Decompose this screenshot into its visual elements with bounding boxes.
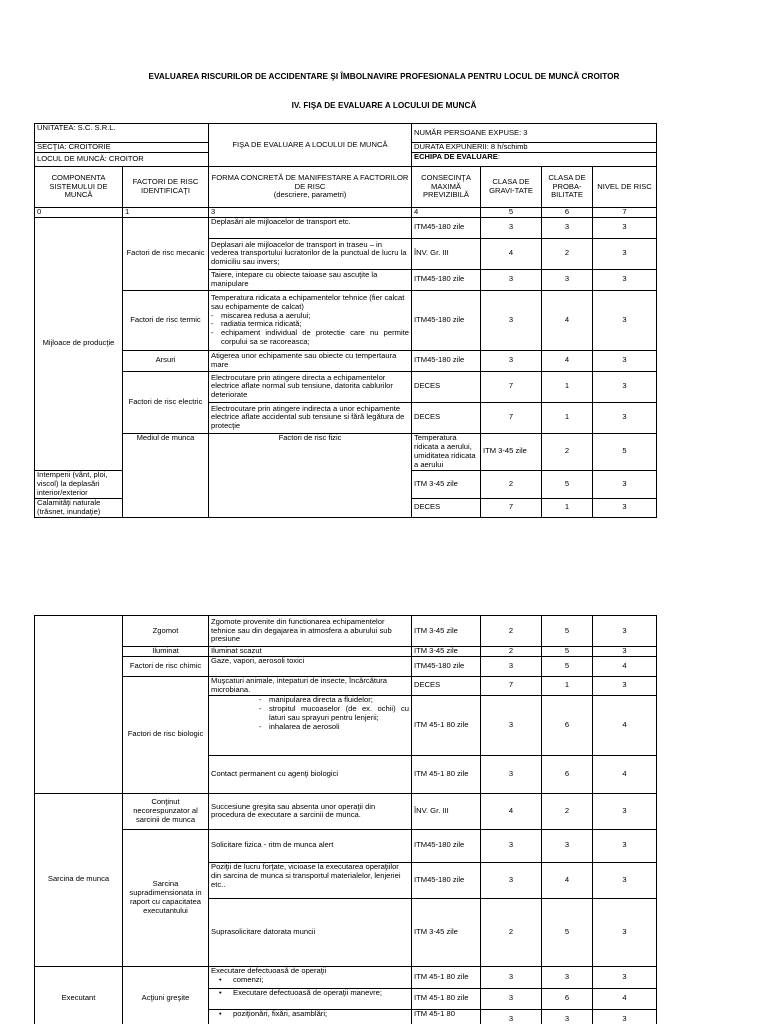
probabilitate-value: 3 xyxy=(542,269,593,290)
col-componenta: COMPONENTA SISTEMULUI DE MUNCĂ xyxy=(35,167,123,208)
risk-description: Muşcaturi animale, intepaturi de insecte, încărcătura microbiana. xyxy=(209,676,412,695)
list-item-text: stropitul mucoaselor (de ex. ochii) cu laturi sau sprayuri pentru lenjerii; xyxy=(269,703,409,722)
col-num-7: 7 xyxy=(593,208,657,218)
table-row xyxy=(35,616,657,647)
col-num-0: 0 xyxy=(35,208,123,218)
nivel-value: 4 xyxy=(593,988,657,1009)
col-forma-sub: (descriere, parametri) xyxy=(273,190,347,200)
col-num-5: 5 xyxy=(481,208,542,218)
probabilitate-value: 4 xyxy=(542,862,593,898)
risk-table-2 xyxy=(34,615,657,1024)
table-row xyxy=(35,217,657,238)
sectia-cell: SECŢIA: CROITORIE xyxy=(35,143,209,153)
risk-description: Deplasări ale mijloacelor de transport etc. xyxy=(209,217,412,238)
col-num-3: 3 xyxy=(209,208,412,218)
consecinta-value: ITM45-180 zile xyxy=(412,862,481,898)
nivel-value: 3 xyxy=(593,350,657,371)
probabilitate-value: 3 xyxy=(542,217,593,238)
risk-list xyxy=(211,976,409,985)
table-row xyxy=(35,350,657,371)
consecinta-value: DECES xyxy=(412,676,481,695)
componenta-sarcina: Sarcina de munca xyxy=(35,793,123,966)
nivel-value: 3 xyxy=(593,402,657,433)
fisa-title-cell: FIŞA DE EVALUARE A LOCULUI DE MUNCĂ xyxy=(209,124,412,167)
col-forma xyxy=(209,167,412,208)
componenta-mediu: Mediul de munca xyxy=(123,433,209,517)
dash-bullet: - xyxy=(259,721,262,731)
nivel-value: 3 xyxy=(593,238,657,269)
nivel-value: 3 xyxy=(593,898,657,966)
consecinta-value: ITM 3-45 zile xyxy=(412,647,481,657)
gravitate-value: 3 xyxy=(481,350,542,371)
list-item: - miscarea redusa a aerului; xyxy=(211,312,409,321)
risk-description xyxy=(209,988,412,1009)
list-item xyxy=(259,723,409,732)
consecinta-value: ITM45-180 zile xyxy=(412,829,481,862)
risk-description-text: Temperatura ridicata a echipamentelor tehnice (fier calcat sau echipamente de calcat) xyxy=(211,292,405,311)
nivel-value: 3 xyxy=(593,371,657,402)
factor-electric: Factori de risc electric xyxy=(123,371,209,433)
consecinta-value: DECES xyxy=(412,498,481,517)
factor-termic: Factori de risc termic xyxy=(123,290,209,350)
risk-description: Intemperii (vânt, ploi, viscol) la deplasări interior/exterior xyxy=(35,470,123,498)
probabilitate-value: 3 xyxy=(542,1009,593,1024)
probabilitate-value: 5 xyxy=(542,647,593,657)
list-item: • Executare defectuoasă de operaţii manevre; xyxy=(211,989,409,998)
nivel-value: 3 xyxy=(593,676,657,695)
nivel-value: 4 xyxy=(593,755,657,793)
table-row xyxy=(35,966,657,988)
gravitate-value: 2 xyxy=(481,616,542,647)
nivel-value: 3 xyxy=(593,470,657,498)
consecinta-value: ITM 3-45 zile xyxy=(412,470,481,498)
list-item-text: manipularea directa a fluidelor; xyxy=(269,695,373,704)
table-row xyxy=(35,647,657,657)
gravitate-value: 4 xyxy=(481,793,542,829)
risk-description: Iluminat scazut xyxy=(209,647,412,657)
table-row xyxy=(35,676,657,695)
consecinta-value: ÎNV. Gr. III xyxy=(412,793,481,829)
nivel-value: 3 xyxy=(593,616,657,647)
consecinta-value: ITM 3-45 zile xyxy=(412,616,481,647)
componenta-mijloace: Mijloace de producţie xyxy=(35,217,123,470)
consecinta-value: ITM45-180 zile xyxy=(412,656,481,676)
col-num-1: 1 xyxy=(123,208,209,218)
consecinta-value: DECES xyxy=(412,402,481,433)
componenta-executant: Executant xyxy=(35,966,123,1024)
probabilitate-value: 6 xyxy=(542,988,593,1009)
probabilitate-value: 4 xyxy=(542,350,593,371)
risk-list xyxy=(211,1010,409,1019)
dash-bullet: - xyxy=(259,695,262,704)
probabilitate-value: 2 xyxy=(542,793,593,829)
locul-de-munca-cell: LOCUL DE MUNCĂ: CROITOR xyxy=(35,153,209,167)
col-forma-title: FORMA CONCRETĂ DE MANIFESTARE A FACTORILOR DE RISC xyxy=(211,172,409,191)
consecinta-value: ITM45-180 zile xyxy=(412,269,481,290)
gravitate-value: 3 xyxy=(481,829,542,862)
list-item: - radiatia termica ridicată; xyxy=(211,320,409,329)
probabilitate-value: 5 xyxy=(593,433,657,470)
col-factori: FACTORI DE RISC IDENTIFICAŢI xyxy=(123,167,209,208)
probabilitate-value: 6 xyxy=(542,755,593,793)
nivel-value: 3 xyxy=(593,498,657,517)
echipa-evaluare-colon: : xyxy=(497,152,500,161)
probabilitate-value: 3 xyxy=(542,829,593,862)
col-num-4: 4 xyxy=(412,208,481,218)
gravitate-value: 2 xyxy=(481,647,542,657)
risk-description: Electrocutare prin atingere indirecta a unor echipamente electrice aflate accidental sub tensiune si fără legătura de protecţie xyxy=(209,402,412,433)
nivel-value: 3 xyxy=(593,1009,657,1024)
risk-description: Succesiune greşita sau absenta unor operaţii din procedura de executare a sarcinii de munca. xyxy=(209,793,412,829)
list-item: - echipament individual de protectie care nu permite corpului sa se racoreasca; xyxy=(211,329,409,347)
risk-description xyxy=(209,1009,412,1024)
col-consecinta: CONSECINŢA MAXIMĂ PREVIZIBILĂ xyxy=(412,167,481,208)
consecinta-value: ITM 45-1 80 zile xyxy=(412,966,481,988)
probabilitate-value: 5 xyxy=(542,470,593,498)
factor-zgomot: Zgomot xyxy=(123,616,209,647)
document-title: EVALUAREA RISCURILOR DE ACCIDENTARE ŞI ÎMBOLNAVIRE PROFESIONALA PENTRU LOCUL DE MUNCĂ CROITOR xyxy=(148,72,620,81)
persoane-expuse-cell: NUMĂR PERSOANE EXPUSE: 3 xyxy=(412,124,657,143)
risk-description: Temperatura ridicata a aerului, umiditatea ridicata a aerului xyxy=(412,433,481,470)
gravitate-value: 3 xyxy=(481,269,542,290)
table-row xyxy=(35,829,657,862)
document-subtitle: IV. FIŞA DE EVALUARE A LOCULUI DE MUNCĂ xyxy=(291,101,477,110)
factor-chimic: Factori de risc chimic xyxy=(123,656,209,676)
consecinta-value: ITM 45-1 80 zile xyxy=(412,755,481,793)
probabilitate-value: 1 xyxy=(542,498,593,517)
risk-description: Solicitare fizica - ritm de munca alert xyxy=(209,829,412,862)
risk-list xyxy=(211,696,409,732)
gravitate-value: 3 xyxy=(481,656,542,676)
risk-description xyxy=(209,966,412,988)
risk-description: Atigerea unor echipamente sau obiecte cu tempertaura mare xyxy=(209,350,412,371)
gravitate-value: 4 xyxy=(481,238,542,269)
gravitate-value: 7 xyxy=(481,676,542,695)
risk-description: Gaze, vapori, aerosoli toxici xyxy=(209,656,412,676)
risk-list xyxy=(211,312,409,348)
list-item xyxy=(259,705,409,723)
nivel-value: 3 xyxy=(593,862,657,898)
echipa-evaluare-label: ECHIPA DE EVALUARE xyxy=(414,152,498,161)
table-row xyxy=(35,371,657,402)
list-item-text: inhalarea de aerosoli xyxy=(269,721,340,731)
gravitate-value: 3 xyxy=(481,755,542,793)
dash-bullet: - xyxy=(259,703,262,713)
risk-description: Suprasolicitare datorata muncii xyxy=(209,898,412,966)
risk-description: Poziţii de lucru forţate, vicioase la executarea operaţiilor din sarcina de munca si transportul materialelor, lenjeriei etc.. xyxy=(209,862,412,898)
probabilitate-value: 5 xyxy=(542,616,593,647)
nivel-value: 3 xyxy=(593,217,657,238)
probabilitate-value: 4 xyxy=(542,290,593,350)
probabilitate-value: 2 xyxy=(542,238,593,269)
risk-description xyxy=(209,695,412,755)
gravitate-value: 3 xyxy=(481,966,542,988)
consecinta-value: ITM45-180 zile xyxy=(412,217,481,238)
table-row xyxy=(35,656,657,676)
consecinta-value: DECES xyxy=(412,371,481,402)
risk-description: Deplasari ale mijloacelor de transport in traseu – in vederea transportului lucratorilor de la punctual de lucru la domiciliu sau invers; xyxy=(209,238,412,269)
gravitate-value: 3 xyxy=(481,217,542,238)
echipa-evaluare-cell xyxy=(412,153,657,167)
risk-description: Electrocutare prin atingere directa a echipamentelor electrice aflate normal sub tensiune, datorita cablurilor deteriorate xyxy=(209,371,412,402)
probabilitate-value: 3 xyxy=(542,966,593,988)
consecinta-value: ITM 45-1 80 zile xyxy=(412,695,481,755)
factor-continut: Conţinut necorespunzator al sarcinii de munca xyxy=(123,793,209,829)
nivel-value: 3 xyxy=(593,269,657,290)
consecinta-value: ITM 45-1 80 xyxy=(412,1009,481,1024)
consecinta-value: ITM 3-45 zile xyxy=(481,433,542,470)
consecinta-value: ITM45-180 zile xyxy=(412,290,481,350)
consecinta-value: ITM45-180 zile xyxy=(412,350,481,371)
nivel-value: 3 xyxy=(593,829,657,862)
probabilitate-value: 6 xyxy=(542,695,593,755)
factor-iluminat: Iluminat xyxy=(123,647,209,657)
list-item: • comenzi; xyxy=(211,976,409,985)
risk-description-text: Executare defectuoasă de operaţii xyxy=(211,966,327,975)
table-row xyxy=(35,793,657,829)
probabilitate-value: 1 xyxy=(542,676,593,695)
risk-description xyxy=(209,290,412,350)
consecinta-value: ÎNV. Gr. III xyxy=(412,238,481,269)
list-item: • poziţionări, fixări, asamblări; xyxy=(211,1010,409,1019)
gravitate-value: 7 xyxy=(481,371,542,402)
unitatea-cell: UNITATEA: S.C. S.R.L. xyxy=(35,124,209,143)
probabilitate-value: 5 xyxy=(542,898,593,966)
risk-table-1 xyxy=(34,123,657,518)
col-gravitate: CLASA DE GRAVI-TATE xyxy=(481,167,542,208)
nivel-value: 4 xyxy=(593,695,657,755)
table-row xyxy=(35,433,657,470)
probabilitate-value: 1 xyxy=(542,371,593,402)
nivel-value: 4 xyxy=(593,656,657,676)
probabilitate-value: 1 xyxy=(542,402,593,433)
risk-description: Calamităţi naturale (trăsnet, inundaţie) xyxy=(35,498,123,517)
factor-arsuri: Arsuri xyxy=(123,350,209,371)
nivel-value: 3 xyxy=(593,290,657,350)
gravitate-value: 3 xyxy=(481,695,542,755)
gravitate-value: 3 xyxy=(481,290,542,350)
durata-expunerii-cell: DURATA EXPUNERII: 8 h/schimb xyxy=(412,143,657,153)
consecinta-value: ITM 3-45 zile xyxy=(412,898,481,966)
table-row xyxy=(35,290,657,350)
risk-list xyxy=(211,989,409,998)
risk-description: Taiere, intepare cu obiecte taioase sau ascuţite la manipulare xyxy=(209,269,412,290)
consecinta-value: ITM 45-1 80 zile xyxy=(412,988,481,1009)
componenta-empty xyxy=(35,616,123,794)
nivel-value: 3 xyxy=(593,647,657,657)
factor-actiuni: Acţiuni greşite xyxy=(123,966,209,1024)
factor-fizic: Factori de risc fizic xyxy=(209,433,412,517)
risk-description: Zgomote provenite din functionarea echipamentelor tehnice sau din degajarea in atmosfera a aburului sub presiune xyxy=(209,616,412,647)
gravitate-value: 2 xyxy=(481,470,542,498)
factor-mecanic: Factori de risc mecanic xyxy=(123,217,209,290)
gravitate-value: 7 xyxy=(481,402,542,433)
gravitate-value: 3 xyxy=(481,1009,542,1024)
gravitate-value: 2 xyxy=(542,433,593,470)
col-nivel: NIVEL DE RISC xyxy=(593,167,657,208)
factor-sarcina: Sarcina supradimensionata in raport cu capacitatea executantului xyxy=(123,829,209,966)
gravitate-value: 3 xyxy=(481,988,542,1009)
factor-biologic: Factori de risc biologic xyxy=(123,676,209,793)
nivel-value: 3 xyxy=(593,966,657,988)
gravitate-value: 7 xyxy=(481,498,542,517)
probabilitate-value: 5 xyxy=(542,656,593,676)
nivel-value: 3 xyxy=(593,793,657,829)
gravitate-value: 2 xyxy=(481,898,542,966)
col-probabilitate: CLASA DE PROBA-BILITATE xyxy=(542,167,593,208)
gravitate-value: 3 xyxy=(481,862,542,898)
risk-description: Contact permanent cu agenţi biologici xyxy=(209,755,412,793)
col-num-6: 6 xyxy=(542,208,593,218)
